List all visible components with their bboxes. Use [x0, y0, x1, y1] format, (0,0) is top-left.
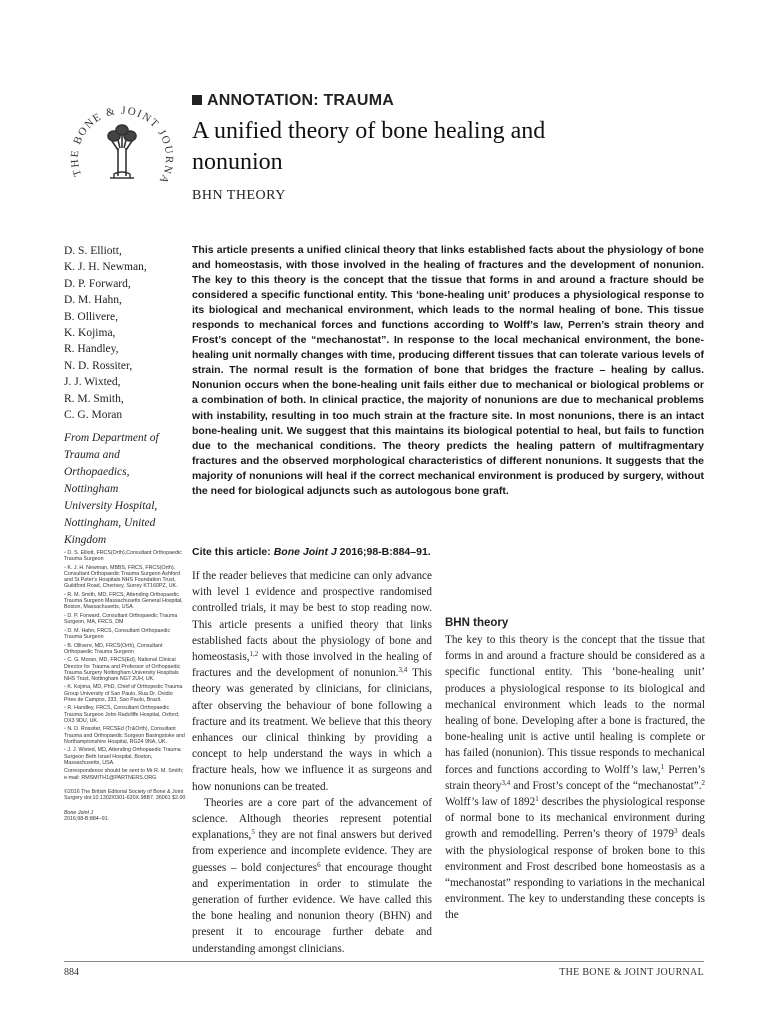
author-notes: [64, 550, 186, 822]
citation-superscript: 3: [673, 827, 678, 836]
citation-superscript: 6: [317, 860, 321, 869]
title-line-2: nonunion: [192, 149, 283, 175]
author: R. M. Smith,: [64, 392, 124, 405]
section-heading: BHN theory: [445, 617, 509, 629]
author-note: ▫ D. P. Forward, Consultant Orthopaedic Trauma Surgeon, MA, FRCS, DM: [64, 612, 178, 626]
author-note: ▫ J. J. Wixted, MD, Attending Orthopaedic Trauma Surgeon Beth Israel Hospital, Boston, Massachusetts, USA.: [64, 747, 181, 766]
author-note: ▫ B. Ollivere, MD, FRCS(Orth), Consultant Orthopaedic Trauma Surgeon: [64, 642, 163, 655]
dept-line: Trauma and: [64, 449, 120, 461]
journal-ref-name: Bone Joint J: [64, 809, 94, 816]
author: R. Handley,: [64, 343, 119, 356]
author: J. J. Wixted,: [64, 376, 121, 389]
logo-text: THE BONE & JOINT JOURNA: [68, 104, 176, 187]
journal-footer: THE BONE & JOINT JOURNAL: [559, 967, 704, 978]
citation-ref: 2016;98-B:884–91.: [339, 546, 431, 558]
journal-logo-graphic: [62, 88, 182, 208]
author: D. S. Elliott,: [64, 245, 122, 257]
author: N. D. Rossiter,: [64, 359, 133, 372]
article-type-label: [192, 92, 394, 110]
author-note: ▫ R. M. Smith, MD, FRCS, Attending Orthopaedic Trauma Surgeon Massachusetts General Hospital, Boston, Massachusetts, USA.: [64, 591, 183, 611]
journal-reference: [64, 810, 186, 822]
citation-superscript: 1: [535, 795, 539, 804]
author-note: ▫ N. D. Rossiter, FRCSEd (Tr&Orth), Consultant Trauma and Orthopaedic Surgeon Basingstoke and Northamptonshire Hospital, RG24 9NA, UK.: [64, 726, 185, 745]
citation-superscript: 5: [251, 828, 255, 837]
body-column-1: [192, 568, 432, 957]
author-list: [64, 243, 188, 423]
author-note: ▫ D. M. Hahn, FRCS, Consultant Orthopaedic Trauma Surgeon: [64, 627, 171, 640]
footer-rule: [64, 961, 704, 962]
citation-superscript: 1: [660, 762, 665, 771]
article-title: [192, 116, 672, 178]
dept-line: Kingdom: [64, 534, 107, 546]
department-affiliation: [64, 430, 188, 549]
author-note: ▫ K. Kojima, MD, PhD, Chief of Orthopedic Trauma Group University of Sao Paulo, Rua Dr. Ovidio Pires de Campos, 333, Sao Paulo, Brazil.: [64, 684, 183, 703]
author: K. Kojima,: [64, 327, 116, 340]
citation-superscript: 1,2: [249, 650, 259, 659]
citation: [192, 546, 431, 558]
author: D. P. Forward,: [64, 277, 131, 290]
body-column-2: [445, 568, 705, 924]
abstract: This article presents a unified clinical theory that links established facts about the physiology of bone and homeostasis, with those involved in the healing of fractures and the development of nonunion. The key to this theory is the concept that the tissue that forms in and around a fracture should be considered a specific functional entity. This ‘bone-healing unit’ produces a physiological response to its biological and mechanical environment, which leads to the normal healing of bone. This tissue responds to mechanical forces and functions according to Wolff’s law, Perren’s strain theory and Frost’s concept of the “mechanostat”. In response to the local mechanical environment, the bone-healing unit normally changes with time, producing different tissues that can tolerate various levels of strain. The normal result is the formation of bone that bridges the fracture – healing by callus. Nonunion occurs when the bone-healing unit fails either due to mechanical or biological problems or a combination of both. In clinical practice, the majority of nonunions are due to mechanical problems with instability, resulting in too much strain at the fracture site. In most nonunions, there is an intact bone-healing unit. We suggest that this maintains its biological potential to heal, but fails to function due to the mechanical conditions. The theory predicts the healing pattern of multifragmentary fractures and the observed morphological characteristics of different nonunions. It suggests that the majority of nonunions will heal if the correct mechanical environment is produced by surgery, without the need for biological adjuncts such as autologous bone graft.: [192, 244, 704, 497]
citation-superscript: 3,4: [398, 666, 408, 675]
tree-icon: [108, 125, 136, 178]
author: K. J. H. Newman,: [64, 261, 147, 274]
author-note: ▫ R. Handley, FRCS, Consultant Orthopaedic Trauma Surgeon John Radcliffe Hospital, Oxford, OX3 9DU, UK.: [64, 705, 180, 724]
article-subtitle: BHN THEORY: [192, 188, 286, 203]
body-paragraph: Theories are a core part of the advancement of science. Although theories represent potential explanations,$^5$ they are not final answers but derived from experience and incomplete evidence. They are guesses – bold conjectures$^6$ that encourage thought and experimentation in order to stimulate the generation of further evidence. We have called this the bone healing and nonunion theory (BHN) and present it to encourage further debate and understanding amongst clinicians.: [192, 796, 432, 955]
dept-line: From Department of: [64, 432, 159, 444]
square-bullet-icon: [192, 95, 202, 105]
correspondence-note: Correspondence should be sent to Mr R. M. Smith; e-mail: RMSMITH1@PARTNERS.ORG: [64, 768, 184, 781]
author: D. M. Hahn,: [64, 294, 122, 307]
citation-journal: Bone Joint J: [273, 546, 337, 558]
author-note: ▫ C. G. Moran, MD, FRCS(Ed), National Clinical Director for Trauma and Professor of Orthopaedic Trauma Surgery Nottingham University Hospitals NHS Trust, Nottingham NG7 2UH, UK.: [64, 657, 181, 682]
author-note: ▫ D. S. Elliott, FRCS(Orth),Consultant Orthopaedic Trauma Surgeon: [64, 550, 182, 563]
dept-line: Nottingham, United: [64, 517, 156, 529]
annotation-text: ANNOTATION: TRAUMA: [207, 92, 394, 109]
dept-line: Nottingham: [64, 483, 119, 495]
dept-line: University Hospital,: [64, 500, 158, 512]
citation-superscript: 2: [701, 778, 705, 787]
journal-logo: [62, 88, 182, 208]
dept-line: Orthopaedics,: [64, 466, 130, 478]
title-line-1: A unified theory of bone healing and: [192, 118, 546, 144]
body-paragraph: If the reader believes that medicine can only advance with level 1 evidence and prospective randomised controlled trials, it may be best to stop reading now. This article presents a unified theory that links established facts about the physiology of bone and homeostasis,$^{1,2}$ with those involved in the healing of fractures and the development of nonunion.$^{3,4}$ This theory was generated by clinicians, for clinicians, after observing the behaviour of bone following a fracture and its treatment. We believe that this theory enhances our clinical thinking by providing a concept to help understand the ways in which a fracture heals, how we influence it as surgeons and how nonunions can be treated.: [192, 570, 432, 793]
page-number: 884: [64, 967, 79, 978]
author: C. G. Moran: [64, 409, 123, 422]
copyright-note: ©2016 The British Editorial Society of Bone & Joint Surgery doi:10.1302/0301-620X.98B7. 36061 $2.00: [64, 789, 186, 802]
body-paragraph: The key to this theory is the concept that the tissue that forms in and around a fracture should be considered as a specific functional entity. This ‘bone-healing unit’ produces a physiological response to its biological and mechanical environment which leads to the normal healing of bone. Developing after a bone is fractured, the bone-healing unit is active until healing is complete or has failed (nonunion). This tissue responds to mechanical forces and functions according to Wolff’s law,$^1$ Perren’s strain theory$^{3,4}$ and Frost’s concept of the “mechanostat”.$^2$ Wolff’s law of 1892$^1$ describes the physiological response of normal bone to its mechanical environment during growth and remodelling. Perren’s theory of 1979$^3$ deals with the physiological response of broken bone to this environment and Frost described bone homeostasis as a “mechanostat” responding to variations in the mechanical environment. The key to understanding these concepts is the: [445, 634, 705, 922]
author: B. Ollivere,: [64, 310, 118, 323]
citation-label: Cite this article:: [192, 546, 271, 558]
journal-ref-volume: 2016;98-B:884–91.: [64, 816, 110, 823]
author-note: ▫ K. J. H. Newman, MBBS, FRCS, FRCS(Orth), Consultant Orthopaedic Trauma Surgeon Ashford and St Peter's Hospitals NHS Foundation Trust, Guildford Road, Chertsey, Surrey KT160PZ, UK.: [64, 564, 181, 590]
citation-superscript: 3,4: [501, 778, 511, 787]
